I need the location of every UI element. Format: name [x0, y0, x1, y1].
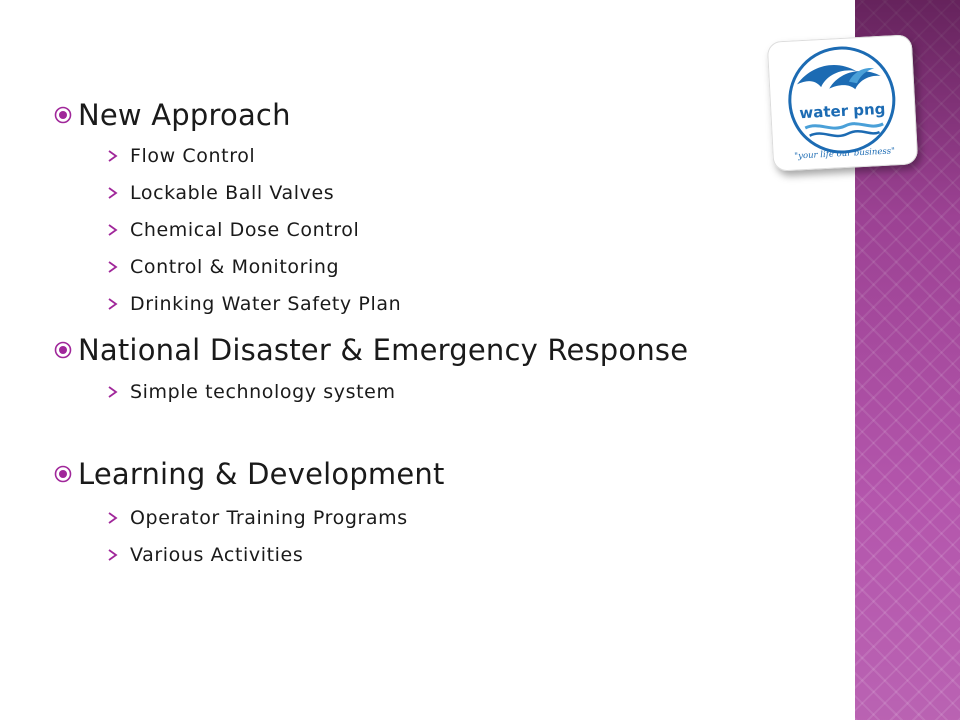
section-title-text: Learning & Development — [78, 457, 445, 491]
chevron-right-icon — [108, 549, 118, 561]
section-title-text: National Disaster & Emergency Response — [78, 333, 689, 367]
bird-over-wave-icon — [767, 34, 919, 171]
list-item-text: Lockable Ball Valves — [130, 182, 335, 204]
list-item-text: Drinking Water Safety Plan — [130, 293, 402, 315]
logo-brand-text: water png — [798, 99, 886, 123]
section-title-national-disaster — [54, 333, 688, 367]
chevron-right-icon — [108, 298, 118, 310]
list-item — [108, 381, 396, 403]
water-png-logo — [767, 34, 919, 171]
list-item — [108, 293, 401, 315]
list-item — [108, 256, 339, 278]
radio-target-icon — [54, 465, 72, 483]
chevron-right-icon — [108, 187, 118, 199]
list-item — [108, 544, 303, 566]
list-item-text: Flow Control — [130, 145, 256, 167]
section-title-text: New Approach — [78, 98, 291, 132]
radio-target-icon — [54, 106, 72, 124]
section-title-learning-development — [54, 457, 445, 491]
list-item-text: Operator Training Programs — [130, 507, 408, 529]
section-title-new-approach — [54, 98, 291, 132]
chevron-right-icon — [108, 150, 118, 162]
chevron-right-icon — [108, 512, 118, 524]
chevron-right-icon — [108, 386, 118, 398]
list-item — [108, 507, 408, 529]
logo-tagline: "your life our business" — [794, 146, 896, 162]
list-item-text: Chemical Dose Control — [130, 219, 360, 241]
chevron-right-icon — [108, 261, 118, 273]
radio-target-icon — [54, 341, 72, 359]
list-item-text: Control & Monitoring — [130, 256, 340, 278]
list-item-text: Various Activities — [130, 544, 304, 566]
list-item — [108, 219, 359, 241]
list-item-text: Simple technology system — [130, 381, 396, 403]
chevron-right-icon — [108, 224, 118, 236]
list-item — [108, 182, 334, 204]
list-item — [108, 145, 255, 167]
